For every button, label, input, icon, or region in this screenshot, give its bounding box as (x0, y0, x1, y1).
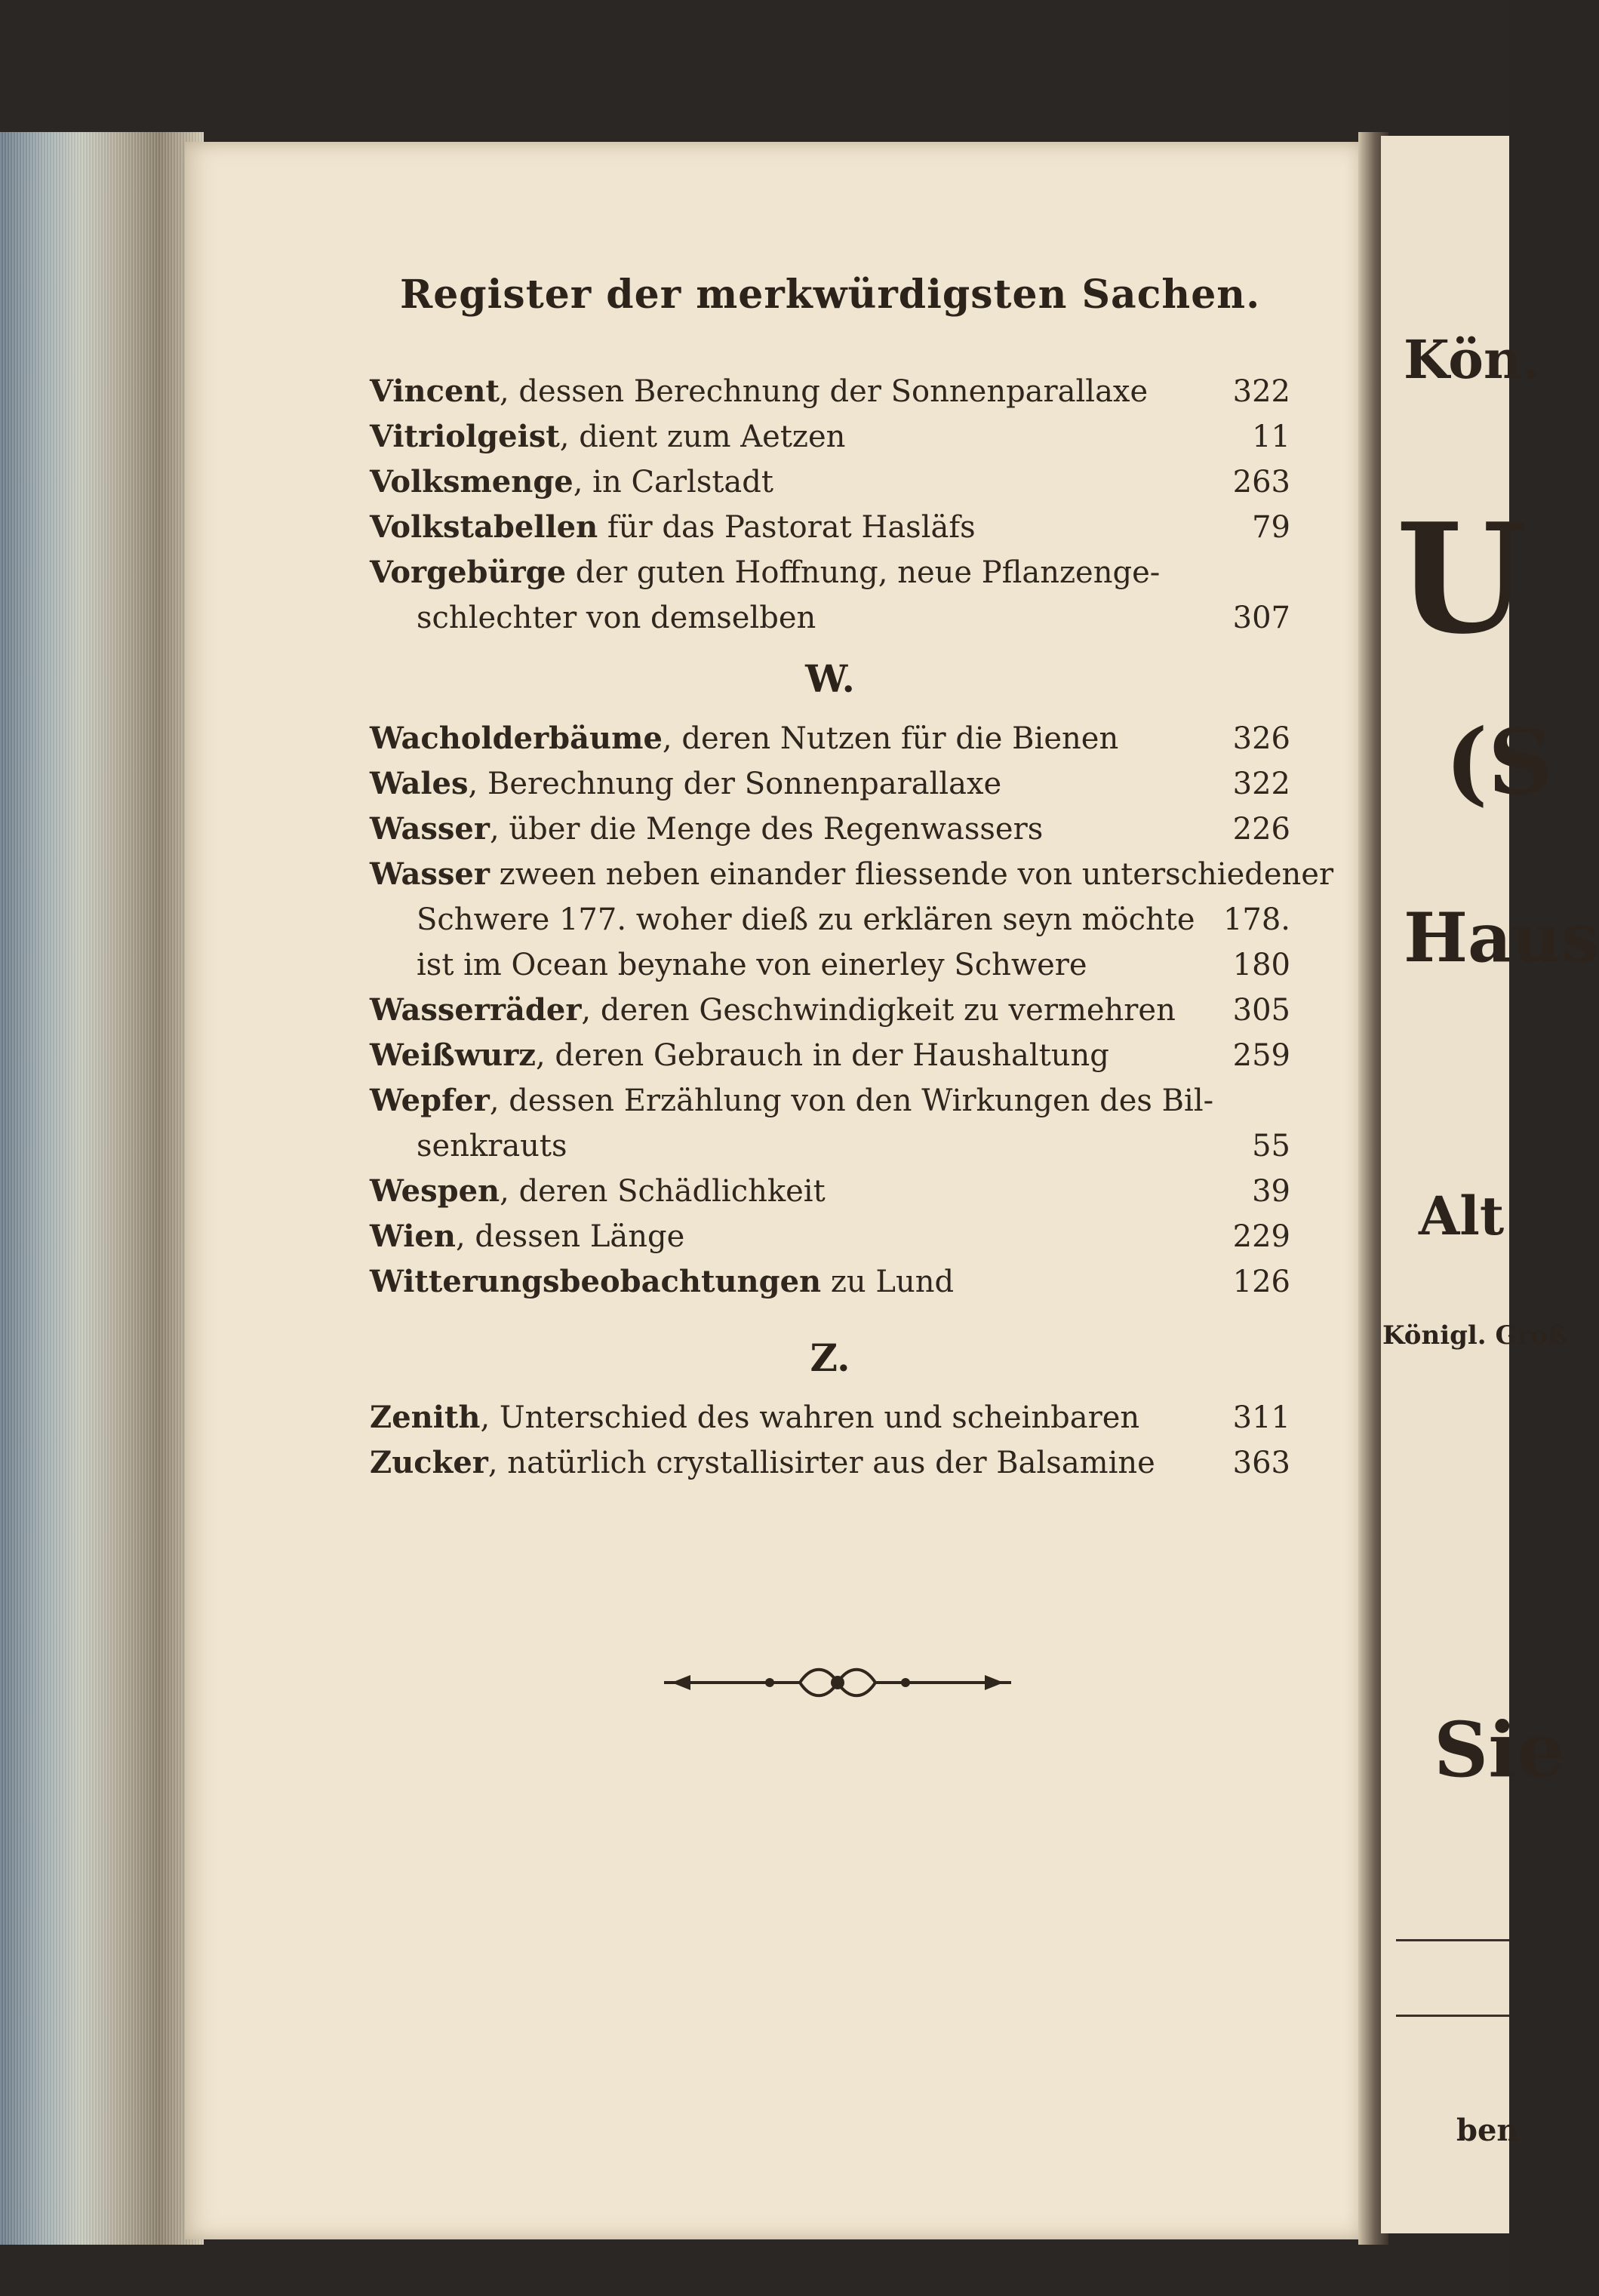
entry-text (370, 1264, 954, 1299)
entry-text (370, 1083, 1213, 1118)
entry-headword: Zenith (370, 1400, 481, 1435)
index-entry (370, 902, 1290, 941)
entry-page-number: 39 (1252, 1174, 1290, 1209)
entry-headword: Wasserräder (370, 992, 582, 1028)
index-entry (370, 419, 1290, 458)
entry-description: , deren Nutzen für die Bienen (662, 721, 1119, 756)
fragment-text: U (1396, 490, 1528, 668)
entry-description: , dessen Erzählung von den Wirkungen des Bil- (489, 1083, 1214, 1118)
index-entry (370, 1400, 1290, 1439)
entry-headword: Volksmenge (370, 464, 573, 499)
entry-text (370, 464, 773, 499)
entry-headword: Wacholderbäume (370, 721, 663, 756)
entry-description: ist im Ocean beynahe von einerley Schwere (417, 948, 1087, 982)
entry-text (370, 555, 1160, 590)
entry-text (370, 992, 1176, 1028)
entry-page-number: 229 (1232, 1219, 1290, 1254)
entry-headword: Vorgebürge (370, 555, 567, 590)
entry-headword: Wasser (370, 811, 490, 847)
rule-line (1396, 1939, 1509, 1941)
index-entry (370, 373, 1290, 413)
entry-page-number: 305 (1232, 993, 1290, 1028)
entry-headword: Volkstabellen (370, 509, 598, 545)
closing-ornament (657, 1656, 1019, 1709)
entry-headword: Wespen (370, 1173, 500, 1209)
index-entry (370, 766, 1290, 805)
entry-headword: Vincent (370, 373, 500, 409)
entry-description: senkrauts (417, 1129, 567, 1163)
entry-page-number: 322 (1232, 767, 1290, 801)
entry-headword: Wales (370, 766, 469, 801)
fragment-text: Alt (1419, 1185, 1505, 1247)
entry-page-number: 79 (1252, 510, 1290, 545)
entry-text (370, 1445, 1155, 1480)
entry-text (370, 419, 845, 454)
fragment-text: (S (1445, 709, 1554, 816)
index-entry (370, 811, 1290, 850)
entry-description: , deren Schädlichkeit (500, 1174, 826, 1209)
fragment-text: Sie (1434, 1705, 1565, 1794)
entry-headword: Wasser (370, 856, 490, 892)
entry-headword: Vitriolgeist (370, 419, 560, 454)
index-entry (370, 721, 1290, 760)
index-entry (370, 509, 1290, 549)
fragment-text: Kön. (1404, 328, 1541, 391)
entry-text (370, 373, 1148, 409)
book-page-edges (0, 132, 204, 2245)
index-entry (370, 1219, 1290, 1258)
entry-headword: Zucker (370, 1445, 488, 1480)
fragment-text: Königl. Groß (1382, 1320, 1567, 1351)
entry-page-number: 178. (1222, 902, 1290, 937)
entry-headword: Weißwurz (370, 1037, 536, 1073)
rule-line (1396, 2015, 1509, 2017)
entry-description: zu Lund (821, 1265, 955, 1299)
entry-description: , natürlich crystallisirter aus der Balsamine (487, 1446, 1155, 1480)
entry-text (370, 1037, 1109, 1073)
index-entry (370, 947, 1290, 986)
index-entry (370, 1037, 1290, 1077)
entry-page-number: 322 (1232, 374, 1290, 409)
entry-text (370, 509, 976, 545)
entry-description: , deren Geschwindigkeit zu vermehren (581, 993, 1176, 1028)
entry-text (370, 766, 1001, 801)
entry-description: , in Carlstadt (573, 465, 773, 499)
index-entry (370, 1128, 1290, 1167)
entry-page-number: 226 (1232, 812, 1290, 847)
index-entry (370, 555, 1290, 594)
entry-description: , deren Gebrauch in der Haushaltung (536, 1038, 1109, 1073)
entry-description: zween neben einander fliessende von unterschiedener (489, 857, 1334, 892)
entry-text (370, 600, 816, 635)
entry-text (370, 1400, 1139, 1435)
entry-page-number: 326 (1232, 721, 1290, 756)
entry-description: , dessen Länge (455, 1219, 685, 1254)
fragment-text: ben (1456, 2113, 1519, 2148)
entry-description: für das Pastorat Hasläfs (598, 510, 976, 545)
index-entry (370, 1083, 1290, 1122)
entry-description: , dient zum Aetzen (559, 420, 846, 454)
entry-page-number: 363 (1232, 1446, 1290, 1480)
entry-headword: Wepfer (370, 1083, 490, 1118)
adjacent-page-fragment (1381, 136, 1599, 2233)
entry-description: schlechter von demselben (417, 601, 816, 635)
page-title: Register der merkwürdigsten Sachen. (400, 272, 1261, 318)
entry-page-number: 307 (1232, 601, 1290, 635)
entry-description: , dessen Berechnung der Sonnenparallaxe (499, 374, 1149, 409)
entry-description: , Berechnung der Sonnenparallaxe (468, 767, 1002, 801)
entry-text (370, 721, 1118, 756)
index-entry (370, 464, 1290, 503)
entry-page-number: 55 (1252, 1129, 1290, 1163)
section-letter-w: W. (805, 656, 855, 701)
section-letter-z: Z. (810, 1335, 850, 1380)
index-entry (370, 856, 1334, 896)
entry-text (370, 1219, 684, 1254)
entry-page-number: 259 (1232, 1038, 1290, 1073)
entry-text (370, 856, 1333, 892)
entry-text (370, 1128, 567, 1163)
entry-text (370, 947, 1087, 982)
index-entry (370, 992, 1290, 1031)
entry-page-number: 126 (1232, 1265, 1290, 1299)
entry-page-number: 263 (1232, 465, 1290, 499)
entry-description: , Unterschied des wahren und scheinbaren (480, 1400, 1140, 1435)
index-entry (370, 1173, 1290, 1213)
entry-text (370, 902, 1195, 937)
entry-text (370, 811, 1043, 847)
entry-text (370, 1173, 826, 1209)
index-entry (370, 1264, 1290, 1303)
fragment-text: Haus (1404, 898, 1599, 978)
entry-page-number: 180 (1232, 948, 1290, 982)
entry-description: , über die Menge des Regenwassers (489, 812, 1044, 847)
entry-page-number: 311 (1232, 1400, 1290, 1435)
entry-headword: Wien (370, 1219, 456, 1254)
entry-description: Schwere 177. woher dieß zu erklären seyn möchte (417, 902, 1195, 937)
entry-description: der guten Hoffnung, neue Pflanzenge- (566, 555, 1161, 590)
index-entry (370, 600, 1290, 639)
entry-headword: Witterungsbeobachtungen (370, 1264, 822, 1299)
index-entry (370, 1445, 1290, 1484)
entry-page-number: 11 (1252, 420, 1290, 454)
